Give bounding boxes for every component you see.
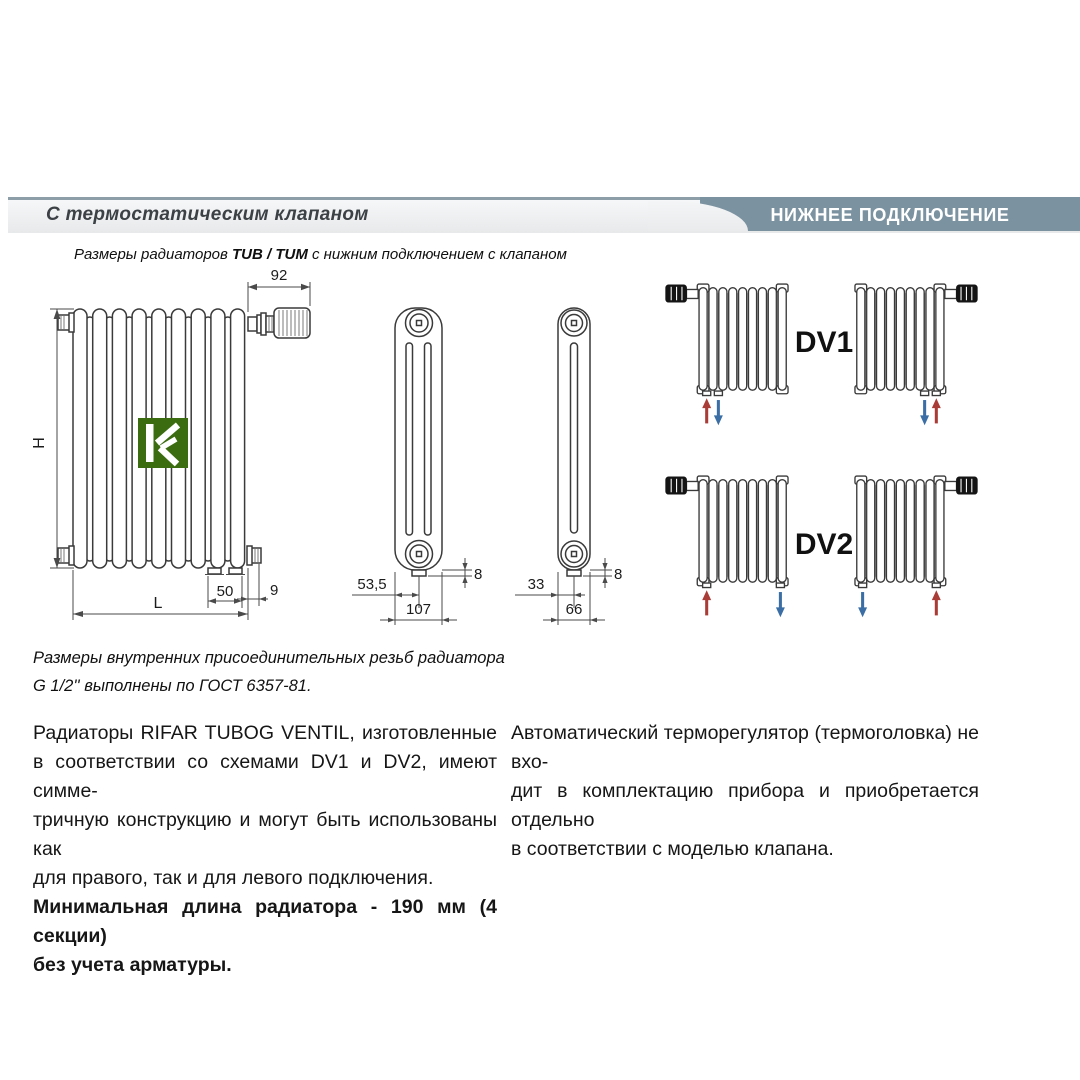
thermostatic-valve	[248, 308, 310, 338]
dim-50-label: 50	[216, 583, 234, 600]
text-line: для правого, так и для левого подключения.	[33, 867, 434, 889]
top-plug	[561, 310, 587, 336]
dv2-label: DV2	[794, 528, 854, 561]
text-line: в соответствии со схемами DV1 и DV2, имеют симме-	[33, 751, 497, 802]
paragraph-right	[511, 719, 979, 864]
bottom-plug	[561, 541, 587, 567]
section-title: С термостатическим клапаном	[46, 204, 369, 225]
slot	[571, 343, 578, 533]
bottom-connections	[205, 568, 245, 575]
dim-66-label: 66	[565, 601, 583, 618]
dim-9-label: 9	[270, 582, 279, 599]
dim-92-label: 92	[270, 268, 288, 284]
bottom-stub	[567, 570, 581, 576]
text-line-bold: без учета арматуры.	[33, 954, 232, 976]
dim-L-label: L	[153, 595, 163, 612]
connection-type-title: НИЖНЕЕ ПОДКЛЮЧЕНИЕ	[770, 205, 1010, 225]
text-line: тричную конструкцию и могут быть использованы как	[33, 809, 497, 860]
dim-8-label: 8	[474, 566, 483, 583]
bottom-plug	[406, 541, 433, 568]
radiator-side-view-107	[340, 273, 500, 628]
drawing-caption	[74, 246, 567, 263]
thread-note-line1: Размеры внутренних присоединительных резьб радиатора	[33, 649, 505, 667]
slot	[406, 343, 413, 535]
slot	[425, 343, 432, 535]
text-line: в соответствии с моделью клапана.	[511, 838, 834, 860]
caption-suffix: с нижним подключением с клапаном	[307, 246, 567, 263]
top-left-plug	[58, 313, 74, 332]
dim-9	[237, 564, 278, 620]
dim-H-label: H	[31, 437, 48, 449]
dim-8-label: 8	[614, 566, 623, 583]
dim-H	[31, 309, 74, 568]
text-line: Радиаторы RIFAR TUBOG VENTIL, изготовленные	[33, 722, 497, 744]
top-plug	[406, 310, 433, 337]
side-body	[395, 308, 442, 570]
dim-33-label: 33	[527, 576, 545, 593]
dim-92	[248, 268, 310, 312]
bottom-left-plug	[58, 546, 74, 565]
text-line: дит в комплектацию прибора и приобретается отдельно	[511, 780, 979, 831]
caption-models: TUB / TUM	[232, 246, 308, 263]
thread-note	[33, 644, 505, 700]
caption-prefix: Размеры радиаторов	[74, 246, 233, 263]
dv2-right-radiator	[836, 468, 980, 619]
dv1-label: DV1	[794, 326, 854, 359]
dv1-right-radiator	[836, 276, 980, 427]
bottom-right-plug	[247, 546, 261, 565]
radiator-side-view-66	[505, 273, 655, 628]
text-line-bold: Минимальная длина радиатора - 190 мм (4 секции)	[33, 896, 497, 947]
text-line: Автоматический терморегулятор (термоголовка) не вхо-	[511, 722, 979, 773]
paragraph-left	[33, 719, 497, 980]
dim-8	[583, 558, 622, 588]
dim-107-label: 107	[405, 601, 432, 618]
watermark-logo	[138, 418, 188, 468]
dim-53-5-label: 53,5	[357, 576, 387, 593]
dim-50	[208, 576, 242, 608]
thread-note-line2: G 1/2'' выполнены по ГОСТ 6357-81.	[33, 677, 312, 695]
bottom-stub	[412, 570, 426, 576]
